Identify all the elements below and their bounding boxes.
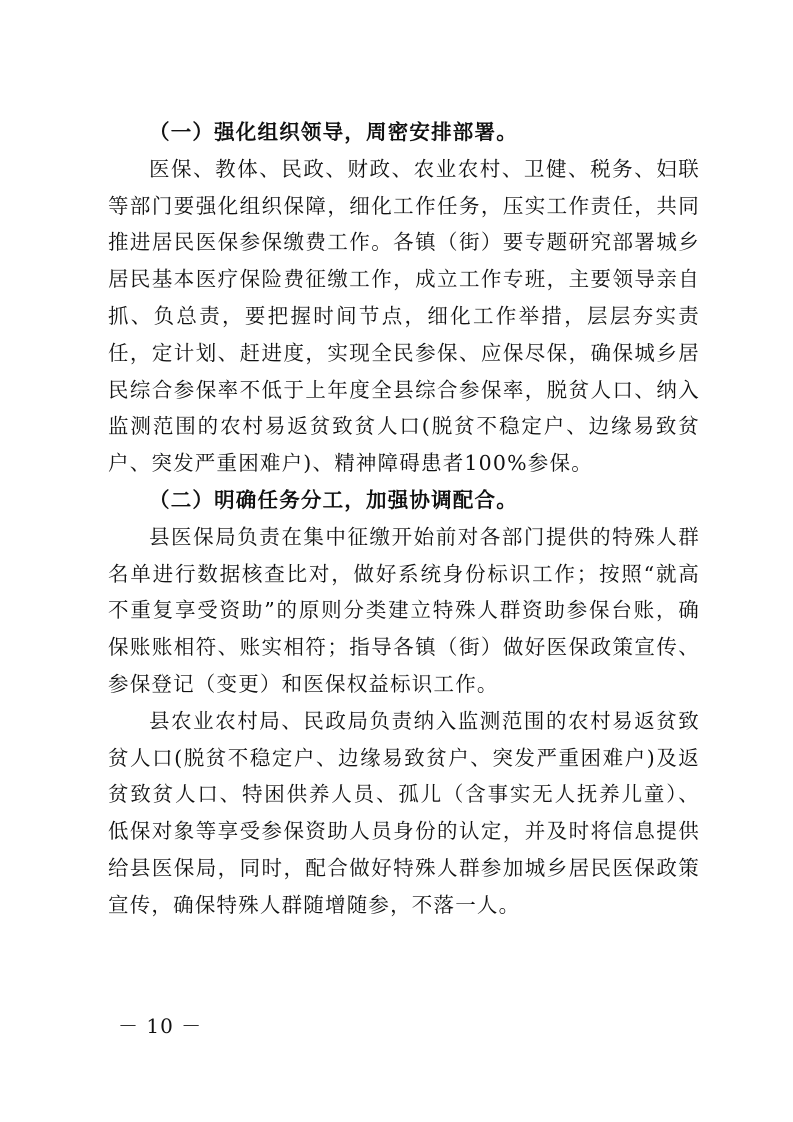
paragraph-medical-insurance-bureau: 县医保局负责在集中征缴开始前对各部门提供的特殊人群名单进行数据核查比对，做好系统身份标识工作；按照“就高不重复享受资助”的原则分类建立特殊人群资助参保台账，确保账账相符、账实相符；指导各镇（街）做好医保政策宣传、参保登记（变更）和医保权益标识工作。 xyxy=(108,524,700,696)
paragraph-agriculture-bureau: 县农业农村局、民政局负责纳入监测范围的农村易返贫致贫人口(脱贫不稳定户、边缘易致贫户、突发严重困难户)及返贫致贫人口、特困供养人员、孤儿（含事实无人抚养儿童）、低保对象等享受参保资助人员身份的认定，并及时将信息提供给县医保局，同时，配合做好特殊人群参加城乡居民医保政策宣传，确保特殊人群随增随参，不落一人。 xyxy=(108,708,700,917)
section-heading-1: （一）强化组织领导，周密安排部署。 xyxy=(149,120,518,144)
page-number: － 10 － xyxy=(118,1014,203,1038)
section-heading-2: （二）明确任务分工，加强协调配合。 xyxy=(149,487,518,512)
document-body xyxy=(108,114,700,924)
paragraph-departments: 医保、教体、民政、财政、农业农村、卫健、税务、妇联等部门要强化组织保障，细化工作任务，压实工作责任，共同推进居民医保参保缴费工作。各镇（街）要专题研究部署城乡居民基本医疗保险费征缴工作，成立工作专班，主要领导亲自抓、负总责，要把握时间节点，细化工作举措，层层夯实责任，定计划、赶进度，实现全民参保、应保尽保，确保城乡居民综合参保率不低于上年度全县综合参保率，脱贫人口、纳入监测范围的农村易返贫致贫人口(脱贫不稳定户、边缘易致贫户、突发严重困难户)、精神障碍患者100%参保。 xyxy=(108,156,700,476)
